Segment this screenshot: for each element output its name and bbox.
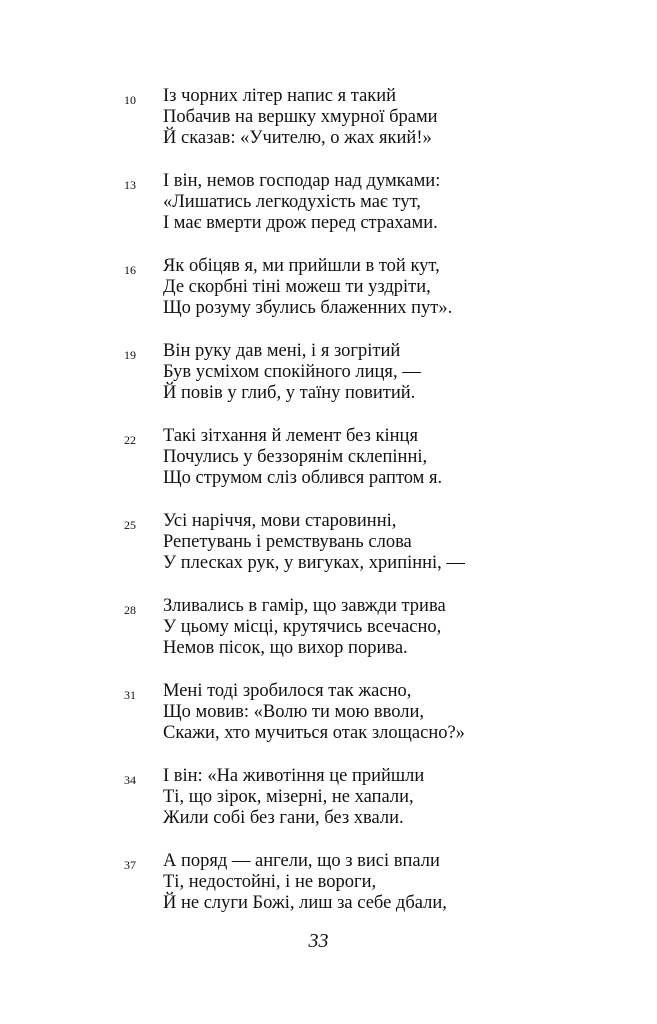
verse-line: І має вмерти дрож перед страхами. <box>163 213 438 233</box>
poem-text <box>0 86 657 936</box>
verse-line: І він: «На животіння це прийшли <box>163 766 425 786</box>
verse-line: Де скорбні тіні можеш ти уздріти, <box>163 277 431 297</box>
verse-number: 22 <box>124 433 136 447</box>
verse-line: Мені тоді зробилося так жасно, <box>163 681 412 701</box>
stanza <box>0 511 657 596</box>
verse-line: Із чорних літер напис я такий <box>163 86 397 106</box>
verse-line: Й повів у глиб, у таїну повитий. <box>163 383 416 403</box>
stanza <box>0 341 657 426</box>
verse-line: А поряд — ангели, що з висі впали <box>163 851 440 871</box>
verse-line: Немов пісок, що вихор порива. <box>163 638 408 658</box>
verse-line: Що мовив: «Волю ти мою вволи, <box>163 702 425 722</box>
stanza <box>0 766 657 851</box>
verse-number: 19 <box>124 348 136 362</box>
verse-line: Він руку дав мені, і я зогрітий <box>163 341 401 361</box>
verse-number: 34 <box>124 773 136 787</box>
verse-line: Ті, що зірок, мізерні, не хапали, <box>163 787 414 807</box>
verse-line: Як обіцяв я, ми прийшли в той кут, <box>163 256 440 276</box>
verse-line: Почулись у беззорянім склепінні, <box>163 447 428 467</box>
verse-line: І він, немов господар над думками: <box>163 171 441 191</box>
verse-number: 28 <box>124 603 136 617</box>
stanza <box>0 86 657 171</box>
stanza <box>0 681 657 766</box>
verse-number: 13 <box>124 178 136 192</box>
verse-line: У цьому місці, крутячись всечасно, <box>163 617 442 637</box>
verse-number: 37 <box>124 858 136 872</box>
verse-line: Ті, недостойні, і не вороги, <box>163 872 377 892</box>
stanza <box>0 256 657 341</box>
verse-line: «Лишатись легкодухість має тут, <box>163 192 421 212</box>
verse-line: Такі зітхання й лемент без кінця <box>163 426 418 446</box>
verse-number: 16 <box>124 263 136 277</box>
stanza <box>0 596 657 681</box>
verse-line: Що струмом сліз облився раптом я. <box>163 468 443 488</box>
verse-line: Й сказав: «Учителю, о жах який!» <box>163 128 432 148</box>
stanza <box>0 171 657 256</box>
verse-line: Скажи, хто мучиться отак злощасно?» <box>163 723 465 743</box>
verse-line: Жили собі без гани, без хвали. <box>163 808 404 828</box>
verse-number: 10 <box>124 93 136 107</box>
verse-line: Був усміхом спокійного лиця, — <box>163 362 421 382</box>
verse-line: Усі наріччя, мови старовинні, <box>163 511 397 531</box>
verse-line: Репетувань і ремствувань слова <box>163 532 412 552</box>
verse-number: 31 <box>124 688 136 702</box>
verse-line: Що розуму збулись блаженних пут». <box>163 298 453 318</box>
verse-line: Зливались в гамір, що завжди трива <box>163 596 446 616</box>
verse-line: У плесках рук, у вигуках, хрипінні, — <box>163 553 465 573</box>
verse-number: 25 <box>124 518 136 532</box>
verse-line: Побачив на вершку хмурної брами <box>163 107 438 127</box>
stanza <box>0 851 657 936</box>
verse-line: Й не слуги Божі, лиш за себе дбали, <box>163 893 447 913</box>
page-number: 33 <box>308 930 329 952</box>
stanza <box>0 426 657 511</box>
